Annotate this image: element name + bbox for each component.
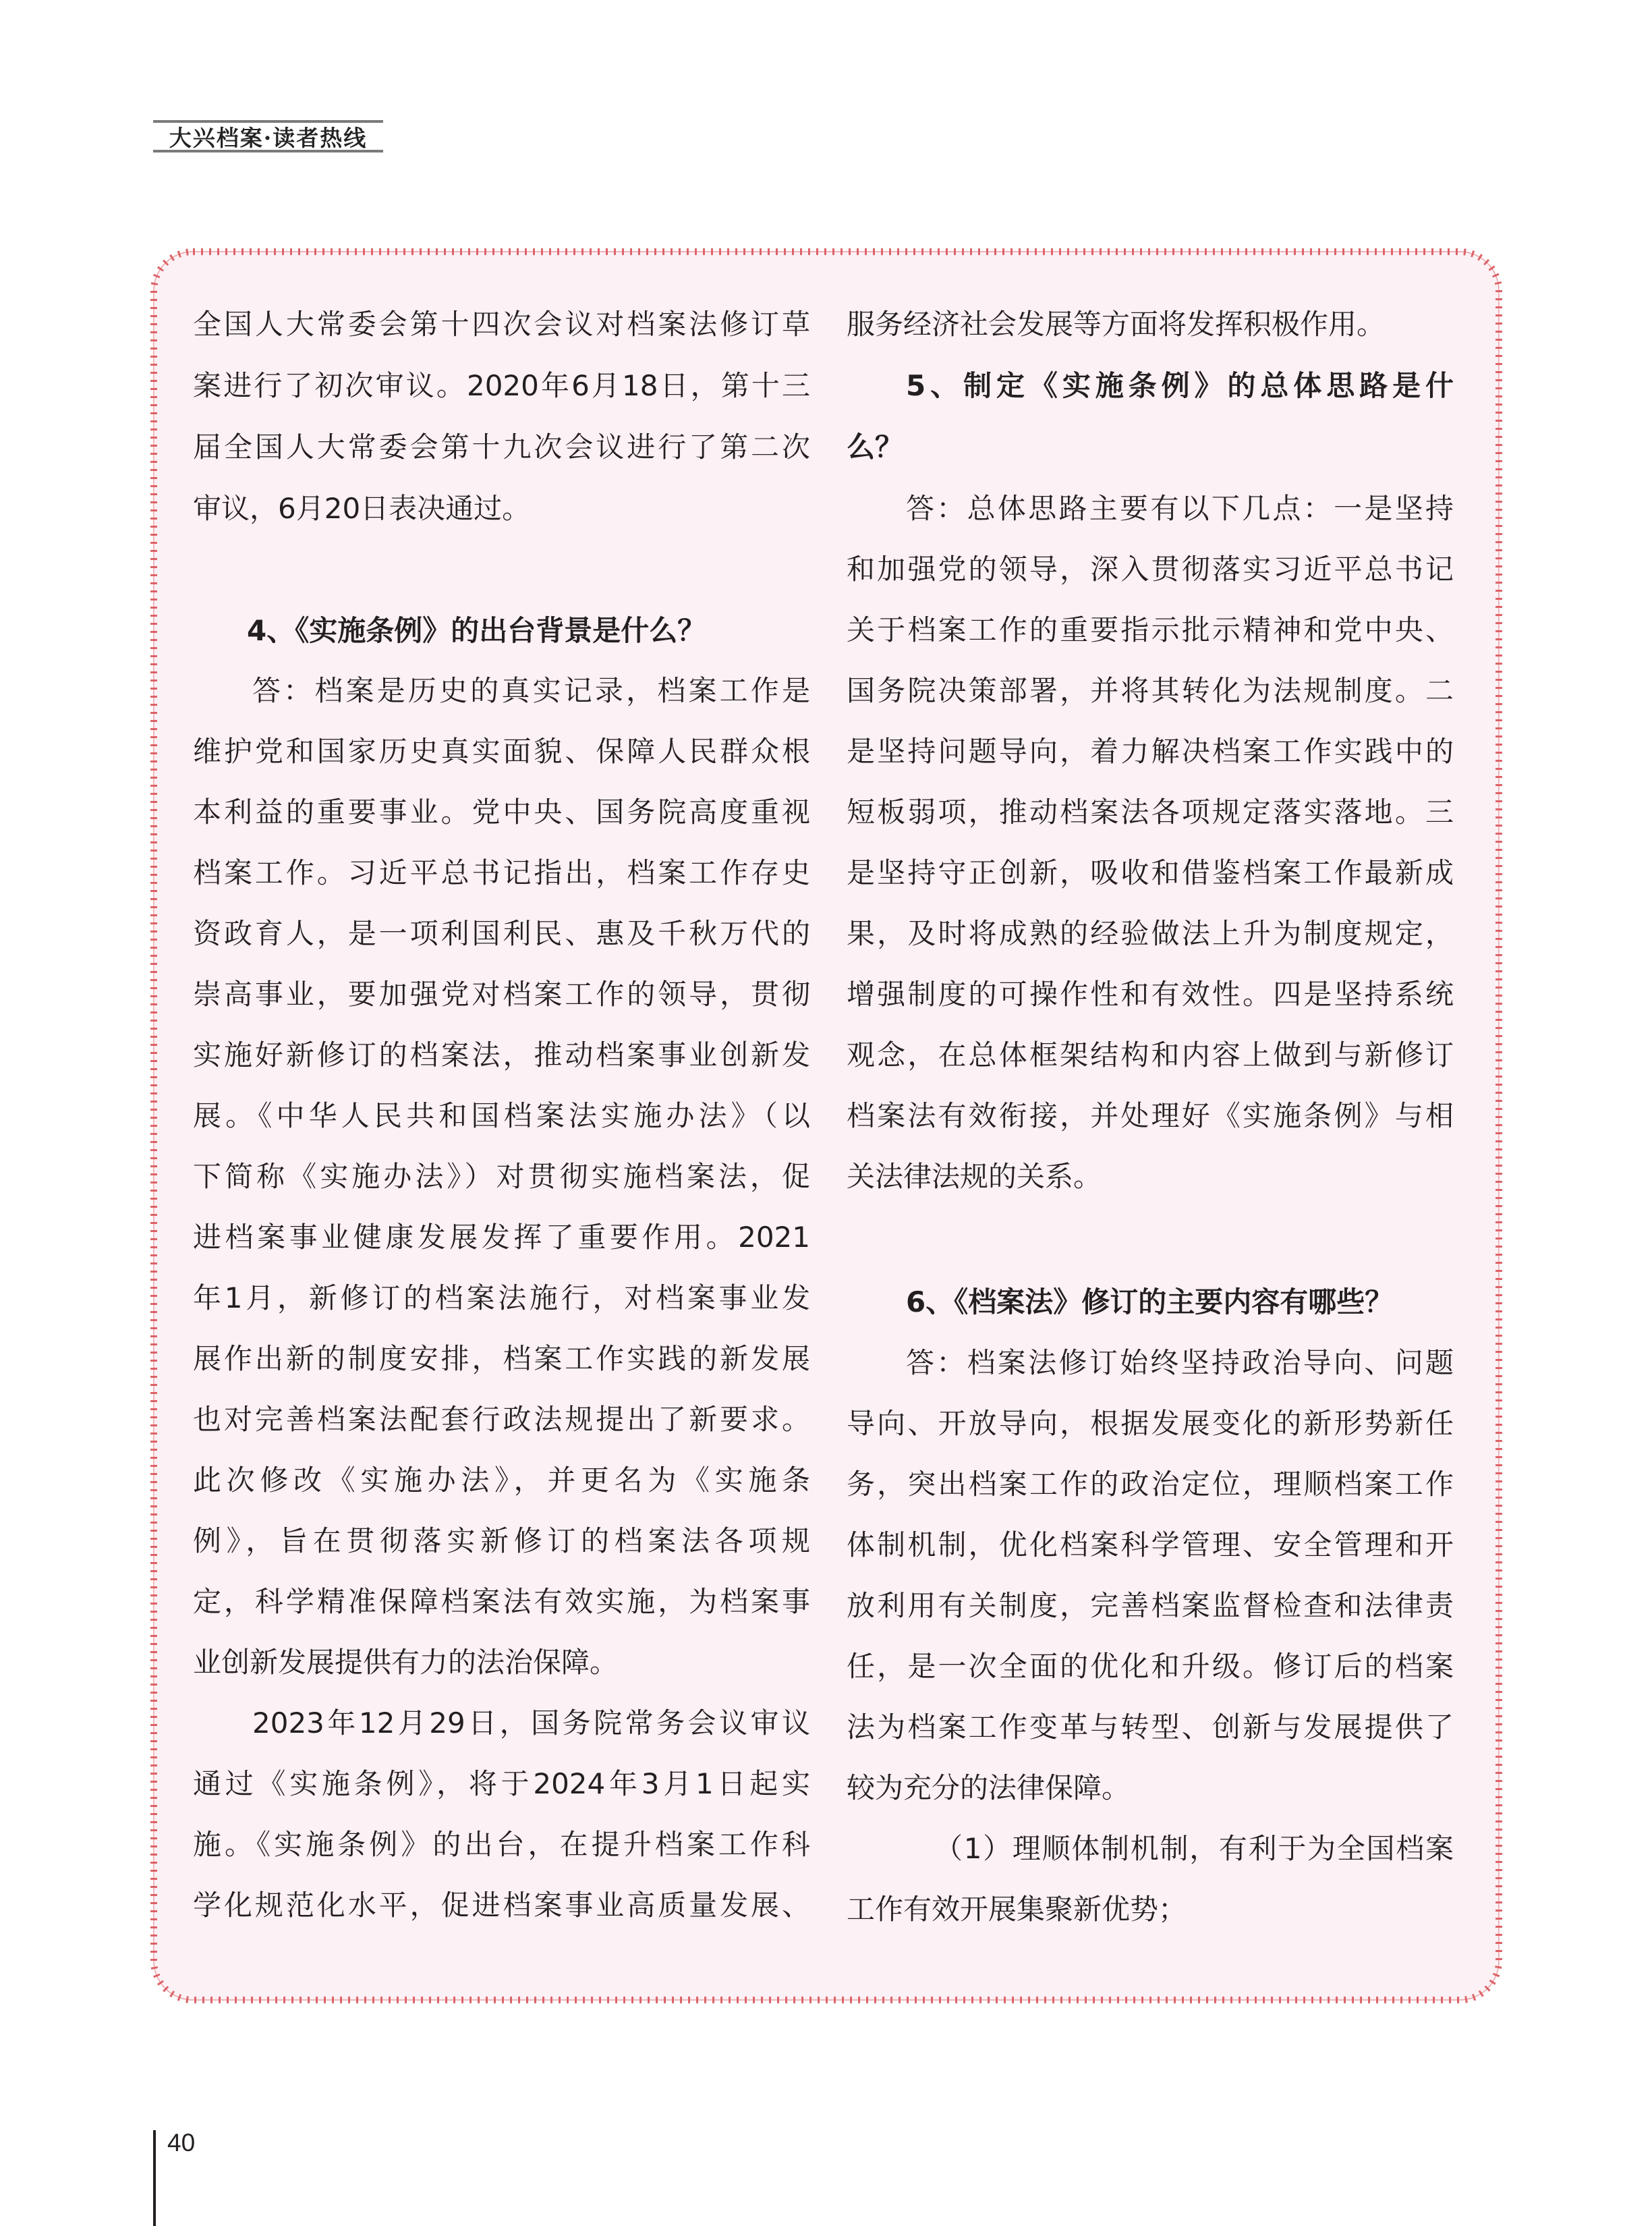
text-line: 短板弱项，推动档案法各项规定落实落地。三 <box>847 796 1454 829</box>
text-line: 通过《实施条例》，将于2024年3月1日起实 <box>193 1767 810 1800</box>
text-line: 实施好新修订的档案法，推动档案事业创新发 <box>193 1038 810 1072</box>
text-line: 业创新发展提供有力的法治保障。 <box>193 1646 619 1679</box>
text-line: 务，突出档案工作的政治定位，理顺档案工作 <box>847 1468 1454 1501</box>
text-line: 案进行了初次审议。2020年6月18日，第十三 <box>193 369 810 402</box>
text-line: 放利用有关制度，完善档案监督检查和法律责 <box>847 1589 1454 1622</box>
question-heading: 4、《实施条例》的出台背景是什么？ <box>247 614 706 647</box>
text-line: 进档案事业健康发展发挥了重要作用。2021 <box>193 1221 810 1254</box>
page-number-rule <box>153 2130 156 2226</box>
page-number: 40 <box>167 2129 196 2157</box>
text-line: 崇高事业，要加强党对档案工作的领导，贯彻 <box>193 978 810 1011</box>
text-line: 例》，旨在贯彻落实新修订的档案法各项规 <box>193 1524 810 1557</box>
text-line: 届全国人大常委会第十九次会议进行了第二次 <box>193 430 810 464</box>
text-line: 法为档案工作变革与转型、创新与发展提供了 <box>847 1710 1454 1744</box>
text-line: 增强制度的可操作性和有效性。四是坚持系统 <box>847 978 1454 1011</box>
text-line: 资政育人，是一项利国利民、惠及千秋万代的 <box>193 917 810 950</box>
running-header <box>153 120 383 152</box>
question-heading: 5、制定《实施条例》的总体思路是什 <box>906 369 1454 402</box>
text-line: 关法律法规的关系。 <box>847 1160 1102 1193</box>
text-line: 服务经济社会发展等方面将发挥积极作用。 <box>847 308 1386 341</box>
text-line: 展。《中华人民共和国档案法实施办法》（以 <box>193 1099 810 1132</box>
text-line: （1）理顺体制机制，有利于为全国档案 <box>934 1832 1454 1865</box>
question-heading: 么？ <box>847 430 904 464</box>
text-line: 也对完善档案法配套行政法规提出了新要求。 <box>193 1403 810 1436</box>
text-line: 维护党和国家历史真实面貌、保障人民群众根 <box>193 735 810 768</box>
text-line: 关于档案工作的重要指示批示精神和党中央、 <box>847 613 1454 646</box>
text-line: 档案法有效衔接，并处理好《实施条例》与相 <box>847 1099 1454 1132</box>
text-line: 本利益的重要事业。党中央、国务院高度重视 <box>193 796 810 829</box>
question-heading: 6、《档案法》修订的主要内容有哪些？ <box>906 1285 1394 1318</box>
text-line: 学化规范化水平，促进档案事业高质量发展、 <box>193 1889 810 1922</box>
text-line: 展作出新的制度安排，档案工作实践的新发展 <box>193 1342 810 1375</box>
text-line: 下简称《实施办法》）对贯彻实施档案法，促 <box>193 1160 810 1193</box>
text-line: 2023年12月29日，国务院常务会议审议 <box>252 1706 810 1740</box>
text-line: 审议，6月20日表决通过。 <box>193 492 531 525</box>
text-line: 工作有效开展集聚新优势； <box>847 1893 1187 1926</box>
text-line: 档案工作。习近平总书记指出，档案工作存史 <box>193 856 810 889</box>
text-line: 是坚持问题导向，着力解决档案工作实践中的 <box>847 735 1454 768</box>
text-line: 此次修改《实施办法》，并更名为《实施条 <box>193 1464 810 1497</box>
text-line: 和加强党的领导，深入贯彻落实习近平总书记 <box>847 553 1454 586</box>
text-line: 果，及时将成熟的经验做法上升为制度规定， <box>847 917 1454 950</box>
text-line: 年1月，新修订的档案法施行，对档案事业发 <box>193 1281 810 1314</box>
text-line: 体制机制，优化档案科学管理、安全管理和开 <box>847 1528 1454 1561</box>
text-line: 国务院决策部署，并将其转化为法规制度。二 <box>847 674 1454 707</box>
text-line: 答：总体思路主要有以下几点：一是坚持 <box>906 492 1454 525</box>
text-line: 施。《实施条例》的出台，在提升档案工作科 <box>193 1828 810 1861</box>
text-line: 全国人大常委会第十四次会议对档案法修订草 <box>193 308 810 341</box>
section-title: 大兴档案·读者热线 <box>169 124 368 151</box>
text-line: 观念，在总体框架结构和内容上做到与新修订 <box>847 1038 1454 1072</box>
text-line: 答：档案法修订始终坚持政治导向、问题 <box>906 1346 1454 1379</box>
text-line: 是坚持守正创新，吸收和借鉴档案工作最新成 <box>847 856 1454 889</box>
text-line: 任，是一次全面的优化和升级。修订后的档案 <box>847 1650 1454 1683</box>
text-line: 导向、开放导向，根据发展变化的新形势新任 <box>847 1407 1454 1440</box>
text-line: 定，科学精准保障档案法有效实施，为档案事 <box>193 1585 810 1618</box>
text-line: 答：档案是历史的真实记录，档案工作是 <box>252 674 810 707</box>
text-line: 较为充分的法律保障。 <box>847 1771 1131 1804</box>
